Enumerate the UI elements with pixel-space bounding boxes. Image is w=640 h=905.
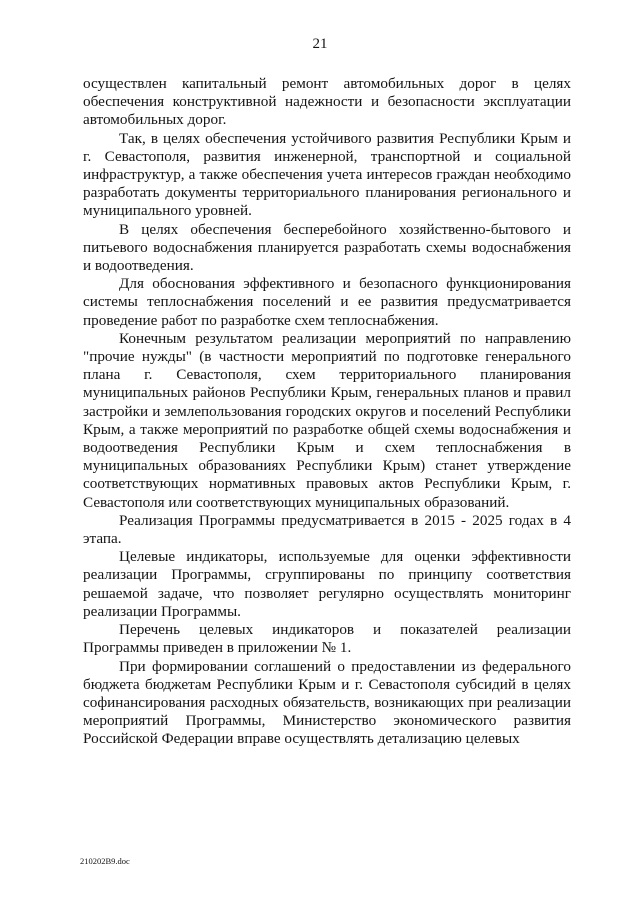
paragraph: Для обоснования эффективного и безопасного функционирования системы теплоснабжения поселений и ее развития предусматривается проведение работ по разработке схем теплоснабжения. [83, 275, 571, 329]
paragraph: осуществлен капитальный ремонт автомобильных дорог в целях обеспечения конструктивной надежности и безопасности эксплуатации автомобильных дорог. [83, 75, 571, 129]
document-body [83, 75, 571, 749]
paragraph: Конечным результатом реализации мероприятий по направлению "прочие нужды" (в частности мероприятий по подготовке генерального плана г. Севастополя, схем территориального планирования муниципальных районов Республики Крым, генеральных планов и правил застройки и землепользования городских округов и поселений Республики Крым, а также мероприятий по разработке общей схемы водоснабжения и водоотведения Республики Крым и схем теплоснабжения в муниципальных образованиях Республики Крым) станет утверждение соответствующих нормативных правовых актов Республики Крым, г. Севастополя или соответствующих муниципальных образований. [83, 329, 571, 511]
paragraph: При формировании соглашений о предоставлении из федерального бюджета бюджетам Республики Крым и г. Севастополя субсидий в целях софинансирования расходных обязательств, возникающих при реализации мероприятий Программы, Министерство экономического развития Российской Федерации вправе осуществлять детализацию целевых [83, 657, 571, 748]
footer-file-name: 210202В9.doc [80, 856, 130, 866]
paragraph: Перечень целевых индикаторов и показателей реализации Программы приведен в приложении № 1. [83, 621, 571, 657]
paragraph: Целевые индикаторы, используемые для оценки эффективности реализации Программы, сгруппированы по принципу соответствия решаемой задаче, что позволяет регулярно осуществлять мониторинг реализации Программы. [83, 548, 571, 620]
paragraph: В целях обеспечения бесперебойного хозяйственно-бытового и питьевого водоснабжения планируется разработать схемы водоснабжения и водоотведения. [83, 220, 571, 275]
page-number: 21 [312, 36, 328, 52]
paragraph: Реализация Программы предусматривается в 2015 - 2025 годах в 4 этапа. [83, 511, 571, 548]
paragraph: Так, в целях обеспечения устойчивого развития Республики Крым и г. Севастополя, развития инженерной, транспортной и социальной инфраструктур, а также обеспечения учета интересов граждан необходимо разработать документы территориального планирования регионального и муниципального уровней. [83, 129, 571, 220]
